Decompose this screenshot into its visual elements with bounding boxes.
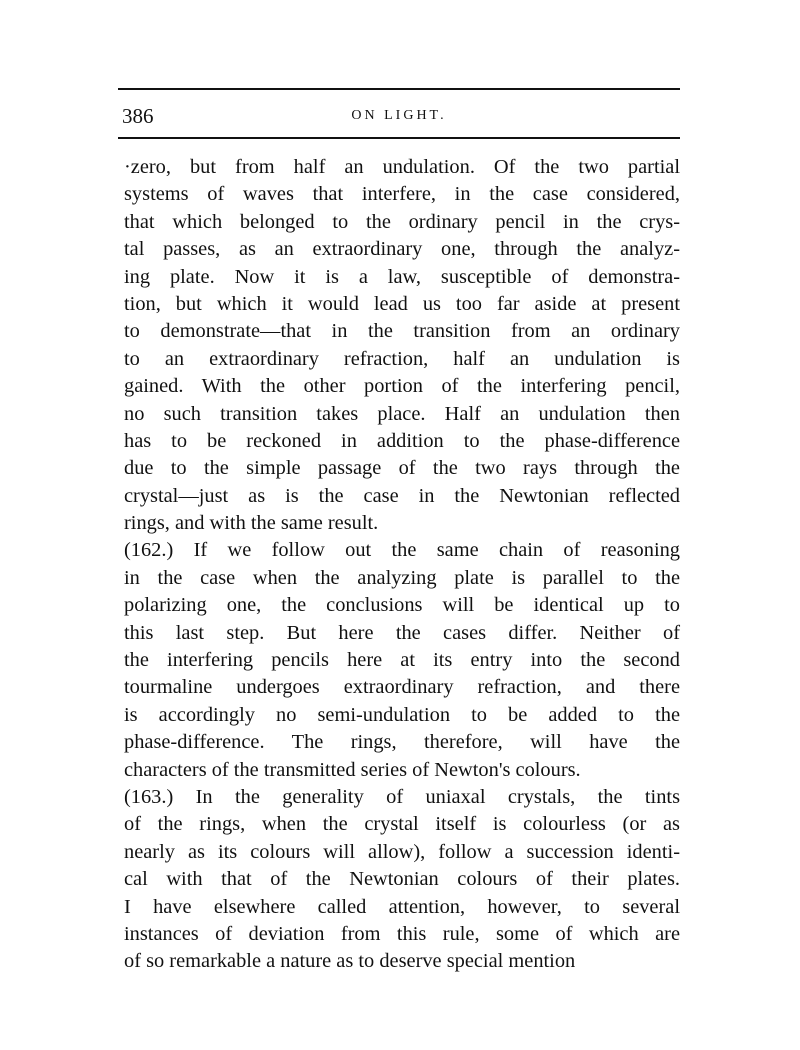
text-line: this last step. But here the cases differ. Neither of bbox=[124, 621, 680, 644]
text-line: tal passes, as an extraordinary one, through the analyz- bbox=[124, 238, 680, 261]
text-line: ing plate. Now it is a law, susceptible of demonstra- bbox=[124, 265, 680, 288]
text-line: to demonstrate—that in the transition from an ordinary bbox=[124, 320, 680, 343]
text-line: (163.) In the generality of uniaxal crystals, the tints bbox=[124, 785, 680, 808]
text-line: characters of the transmitted series of Newton's colours. bbox=[124, 758, 581, 781]
text-line: tion, but which it would lead us too far aside at present bbox=[124, 292, 680, 315]
text-line: of so remarkable a nature as to deserve special mention bbox=[124, 950, 576, 973]
text-line: I have elsewhere called attention, however, to several bbox=[124, 895, 680, 918]
text-line: nearly as its colours will allow), follow a succession identi- bbox=[124, 840, 680, 863]
text-line: gained. With the other portion of the interfering pencil, bbox=[124, 375, 680, 398]
text-line: the interfering pencils here at its entry into the second bbox=[124, 649, 680, 672]
page-number: 386 bbox=[122, 104, 154, 128]
text-line: instances of deviation from this rule, some of which are bbox=[124, 922, 680, 945]
text-line: of the rings, when the crystal itself is colourless (or as bbox=[124, 813, 680, 836]
text-line: rings, and with the same result. bbox=[124, 512, 379, 535]
text-line: has to be reckoned in addition to the phase-difference bbox=[124, 429, 680, 452]
running-title: ON LIGHT. bbox=[351, 108, 447, 123]
body-text bbox=[124, 154, 680, 976]
header-bottom-rule bbox=[118, 137, 680, 139]
text-line: to an extraordinary refraction, half an undulation is bbox=[124, 347, 680, 370]
header-top-rule bbox=[118, 88, 680, 90]
text-line: is accordingly no semi-undulation to be added to the bbox=[124, 703, 680, 726]
text-line: tourmaline undergoes extraordinary refraction, and there bbox=[124, 676, 680, 699]
text-line: polarizing one, the conclusions will be identical up to bbox=[124, 594, 680, 617]
page-header bbox=[118, 103, 680, 129]
text-line: cal with that of the Newtonian colours of their plates. bbox=[124, 868, 680, 891]
text-line: (162.) If we follow out the same chain of reasoning bbox=[124, 539, 680, 562]
text-line: systems of waves that interfere, in the case considered, bbox=[124, 183, 680, 206]
text-line: in the case when the analyzing plate is parallel to the bbox=[124, 566, 680, 589]
text-line: due to the simple passage of the two rays through the bbox=[124, 457, 680, 480]
text-line: no such transition takes place. Half an undulation then bbox=[124, 402, 680, 425]
text-line: that which belonged to the ordinary pencil in the crys- bbox=[124, 210, 680, 233]
text-line: crystal—just as is the case in the Newtonian reflected bbox=[124, 484, 680, 507]
text-line: ·zero, but from half an undulation. Of the two partial bbox=[124, 156, 680, 178]
text-line: phase-difference. The rings, therefore, will have the bbox=[124, 731, 680, 754]
